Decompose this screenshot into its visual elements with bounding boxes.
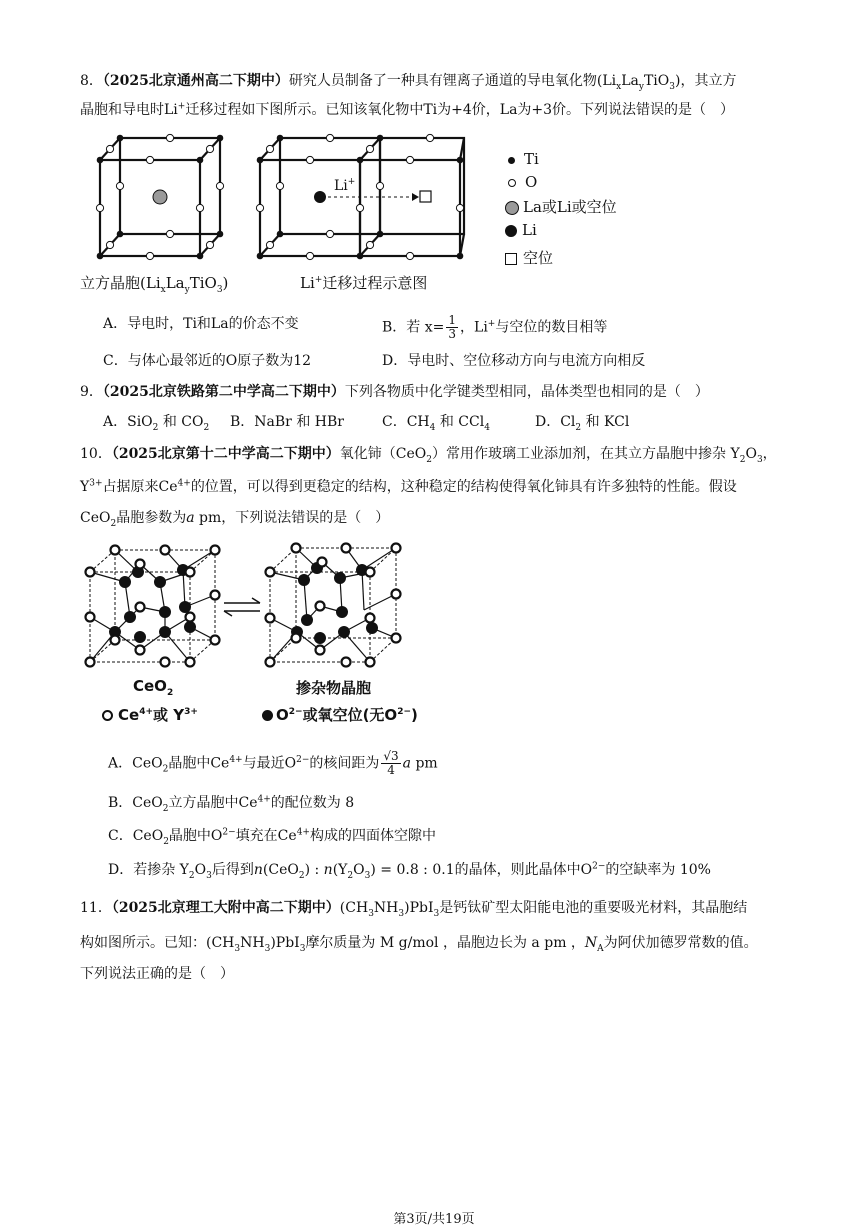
- q8-legend-o: O: [508, 173, 537, 191]
- page-footer: 第3页/共19页: [393, 1212, 475, 1227]
- q10-stem-line3: CeO$_2$晶胞参数为a pm，下列说法错误的是（ ）: [80, 510, 390, 529]
- q11-stem-line1: 11．（2025北京理工大附中高二下期中）$(CH_3NH_3)PbI_3$是钙钛矿型太阳能电池的重要吸光材料，其晶胞结: [80, 900, 748, 919]
- q8-option-b-fraction: $\frac{1}{3}$: [448, 313, 457, 341]
- q8-legend-la: La或Li或空位: [505, 196, 617, 217]
- o-circle-icon: [508, 179, 516, 187]
- q8-source: （2025北京通州高二下期中）: [102, 73, 289, 89]
- q10-ceo2-cell-diagram: [80, 542, 230, 672]
- q9-stem: 9．（2025北京铁路第二中学高二下期中）下列各物质中化学键类型相同，晶体类型也相同的是（ ）: [80, 384, 709, 400]
- q8-stem-line1: 8．（2025北京通州高二下期中）研究人员制备了一种具有锂离子通道的导电氧化物$(Li_xLa_yTiO_3)$，其立方: [80, 73, 737, 92]
- q10-stem-line2: $Y^{3+}$占据原来$Ce^{4+}$的位置，可以得到更稳定的结构，这种稳定的结构使得氧化铈具有许多独特的性能。假设: [80, 478, 737, 495]
- li-black-circle-icon: [505, 225, 517, 237]
- q9-option-d: D．$Cl_2$ 和 KCl: [535, 414, 630, 433]
- q8-option-d: D．导电时、空位移动方向与电流方向相反: [382, 353, 646, 369]
- q10-fig-label-ceo2: CeO$_2$: [133, 677, 174, 698]
- q11-stem-line2: 构如图所示。已知：$(CH_3NH_3)PbI_3$摩尔质量为 M g/mol ，晶胞边长为 a pm ，$N_A$为阿伏加德罗常数的值。: [80, 935, 758, 954]
- q8-legend-li: Li: [505, 221, 537, 239]
- q9-option-b: B．NaBr 和 HBr: [230, 414, 344, 430]
- q8-cubic-cell-diagram: [92, 132, 232, 264]
- q10-equilibrium-arrow-icon: [220, 596, 264, 618]
- q8-stem-text: 研究人员制备了一种具有锂离子通道的导电氧化物(Li: [288, 73, 617, 89]
- q8-caption-migration: Li+迁移过程示意图: [300, 274, 428, 292]
- q10-legend-ce: $Ce^{4+}$或 $Y^{3+}$: [102, 704, 198, 725]
- q10-legend-o: $O^{2-}$或氧空位(无$O^{2-}$): [262, 704, 418, 725]
- q8-caption-cubic-cell: 立方晶胞$(Li_xLa_yTiO_3)$: [80, 274, 229, 295]
- vacancy-square-icon: [505, 253, 517, 265]
- q10-option-a: A．CeO$_2$晶胞中$Ce^{4+}$与最近$O^{2-}$的核间距为 $\frac{√3}{4}$ a pm: [108, 749, 438, 777]
- q8-legend-ti: Ti: [508, 150, 539, 168]
- q9-option-a: A．SiO$_2$ 和 $CO_2$: [103, 414, 210, 433]
- q8-stem-line2: 晶胞和导电时Li+迁移过程如下图所示。已知该氧化物中Ti为+4价，La为+3价。下列说法错误的是（ ）: [80, 101, 735, 118]
- q8-option-c: C．与体心最邻近的O原子数为12: [103, 353, 312, 369]
- q9-option-c: C．$CH_4$ 和 CCl$_4$: [382, 414, 490, 433]
- ce-open-circle-icon: [102, 710, 113, 721]
- q10-option-c: C．CeO$_2$晶胞中$O^{2-}$填充在$Ce^{4+}$构成的四面体空隙中: [108, 827, 436, 847]
- ti-dot-icon: [508, 157, 515, 164]
- q8-fig-li-label: Li+: [334, 177, 356, 194]
- q8-li-migration-diagram: [252, 132, 484, 264]
- q8-legend-vacancy: 空位: [505, 247, 553, 268]
- o-filled-circle-icon: [262, 710, 273, 721]
- q10-stem-line1: 10．（2025北京第十二中学高二下期中）氧化铈（CeO$_2$）常用作玻璃工业添加剂，在其立方晶胞中掺杂 $Y_2O_3$，: [80, 446, 777, 465]
- q10-doped-cell-diagram: [262, 540, 412, 670]
- q8-option-b: B．若 x= $\frac{1}{3}$ ，Li+与空位的数目相等: [382, 313, 608, 341]
- q10-option-b: B．CeO$_2$立方晶胞中$Ce^{4+}$的配位数为 8: [108, 794, 355, 814]
- q11-stem-line3: 下列说法正确的是（ ）: [80, 966, 234, 982]
- q10-option-d: D．若掺杂 $Y_2O_3$后得到n(CeO$_2$) : $n(Y_2O_3) = 0.8$ : 0.1的晶体，则此晶体中$O^{2-}$的空缺率为 10%: [108, 861, 711, 881]
- q8-option-a: A．导电时，Ti和La的价态不变: [103, 316, 299, 332]
- la-gray-circle-icon: [505, 201, 519, 215]
- q10-option-a-fraction: $\frac{√3}{4}$: [383, 749, 399, 777]
- q8-number: 8．: [80, 73, 103, 89]
- q10-fig-label-doped: 掺杂物晶胞: [296, 679, 372, 697]
